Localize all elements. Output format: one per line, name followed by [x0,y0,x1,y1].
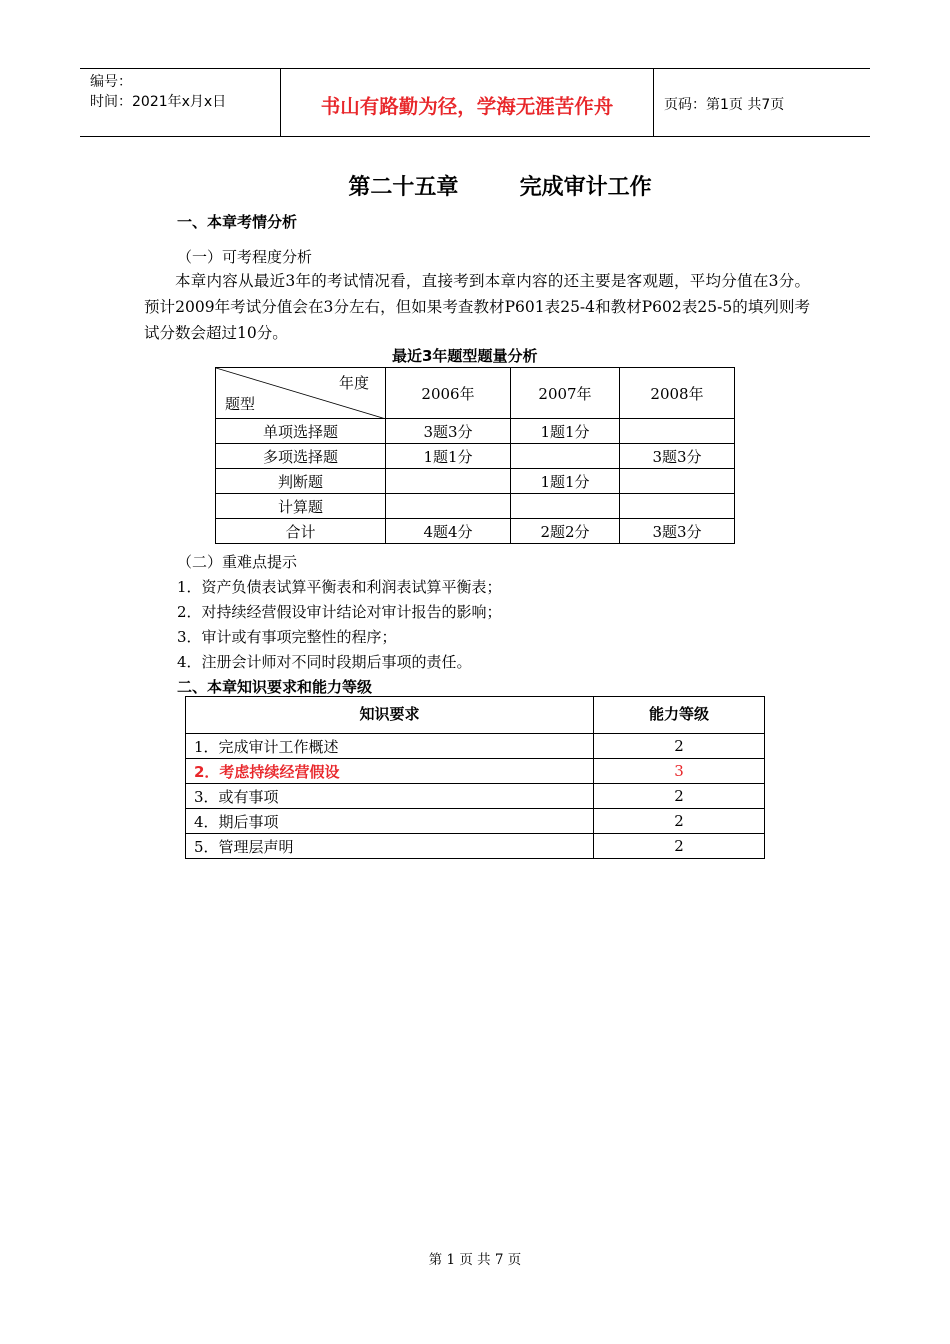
value-cell [511,444,620,469]
motto: 书山有路勤为径，学海无涯苦作舟 [320,95,614,118]
section1-sub1: （一）可考程度分析 [177,248,313,266]
table-row [186,784,765,809]
page-header [80,68,870,137]
value-cell [620,419,735,444]
value-cell: 2题2分 [511,519,620,544]
point-item: 2．对持续经营假设审计结论对审计报告的影响； [177,603,502,621]
table-row [186,809,765,834]
level-cell: 3 [594,759,765,784]
level-cell: 2 [594,834,765,859]
value-cell: 4题4分 [386,519,511,544]
level-header: 能力等级 [594,697,765,734]
knowledge-cell: 2．考虑持续经营假设 [186,759,594,784]
level-cell: 2 [594,734,765,759]
table-row [186,734,765,759]
value-cell [620,469,735,494]
page-footer: 第 1 页 共 7 页 [428,1252,522,1268]
type-cell: 判断题 [216,469,386,494]
value-cell: 3题3分 [620,444,735,469]
point-item: 3．审计或有事项完整性的程序； [177,628,397,646]
value-cell [386,469,511,494]
type-cell: 合计 [216,519,386,544]
table-total-row [216,519,735,544]
value-cell: 1题1分 [511,419,620,444]
knowledge-cell: 1．完成审计工作概述 [186,734,594,759]
corner-type-label: 题型 [225,395,256,413]
diagonal-header-cell [216,368,386,419]
number-label: 编号： [90,74,132,90]
section1-paragraph: 本章内容从最近3年的考试情况看，直接考到本章内容的还主要是客观题，平均分值在3分。预计2009年考试分值会在3分左右，但如果考查教材P601表25-4和教材P602表25-5的填列则考试分数会超过10分。 [144,272,810,342]
type-cell: 计算题 [216,494,386,519]
table-caption: 最近3年题型题量分析 [392,347,538,365]
page-label: 页码：第1页 共7页 [664,97,785,113]
section1-sub2: （二）重难点提示 [177,553,298,571]
header-left-cell [80,69,281,136]
section1-heading: 一、本章考情分析 [177,213,298,231]
knowledge-cell: 3．或有事项 [186,784,594,809]
value-cell [620,494,735,519]
value-cell: 3题3分 [620,519,735,544]
year-header: 2007年 [511,368,620,419]
table-row [216,419,735,444]
value-cell: 1题1分 [511,469,620,494]
type-cell: 单项选择题 [216,419,386,444]
level-cell: 2 [594,784,765,809]
table-row-highlighted [186,759,765,784]
knowledge-cell: 4．期后事项 [186,809,594,834]
table-header-row [186,697,765,734]
table-row [216,444,735,469]
knowledge-cell: 5．管理层声明 [186,834,594,859]
year-header: 2008年 [620,368,735,419]
question-type-table [215,367,735,544]
header-middle-cell [281,69,654,136]
value-cell: 3题3分 [386,419,511,444]
chapter-title: 第二十五章 完成审计工作 [348,175,652,200]
value-cell [386,494,511,519]
value-cell [511,494,620,519]
time-label: 时间：2021年x月x日 [90,94,227,110]
header-right-cell [654,69,870,136]
year-header: 2006年 [386,368,511,419]
knowledge-header: 知识要求 [186,697,594,734]
level-cell: 2 [594,809,765,834]
corner-year-label: 年度 [338,374,369,392]
point-item: 1．资产负债表试算平衡表和利润表试算平衡表； [177,578,502,596]
knowledge-level-table [185,696,765,859]
table-row [216,469,735,494]
table-row [186,834,765,859]
table-row [216,494,735,519]
table-header-row [216,368,735,419]
value-cell: 1题1分 [386,444,511,469]
type-cell: 多项选择题 [216,444,386,469]
section2-heading: 二、本章知识要求和能力等级 [177,678,373,696]
point-item: 4．注册会计师对不同时段期后事项的责任。 [177,653,472,671]
